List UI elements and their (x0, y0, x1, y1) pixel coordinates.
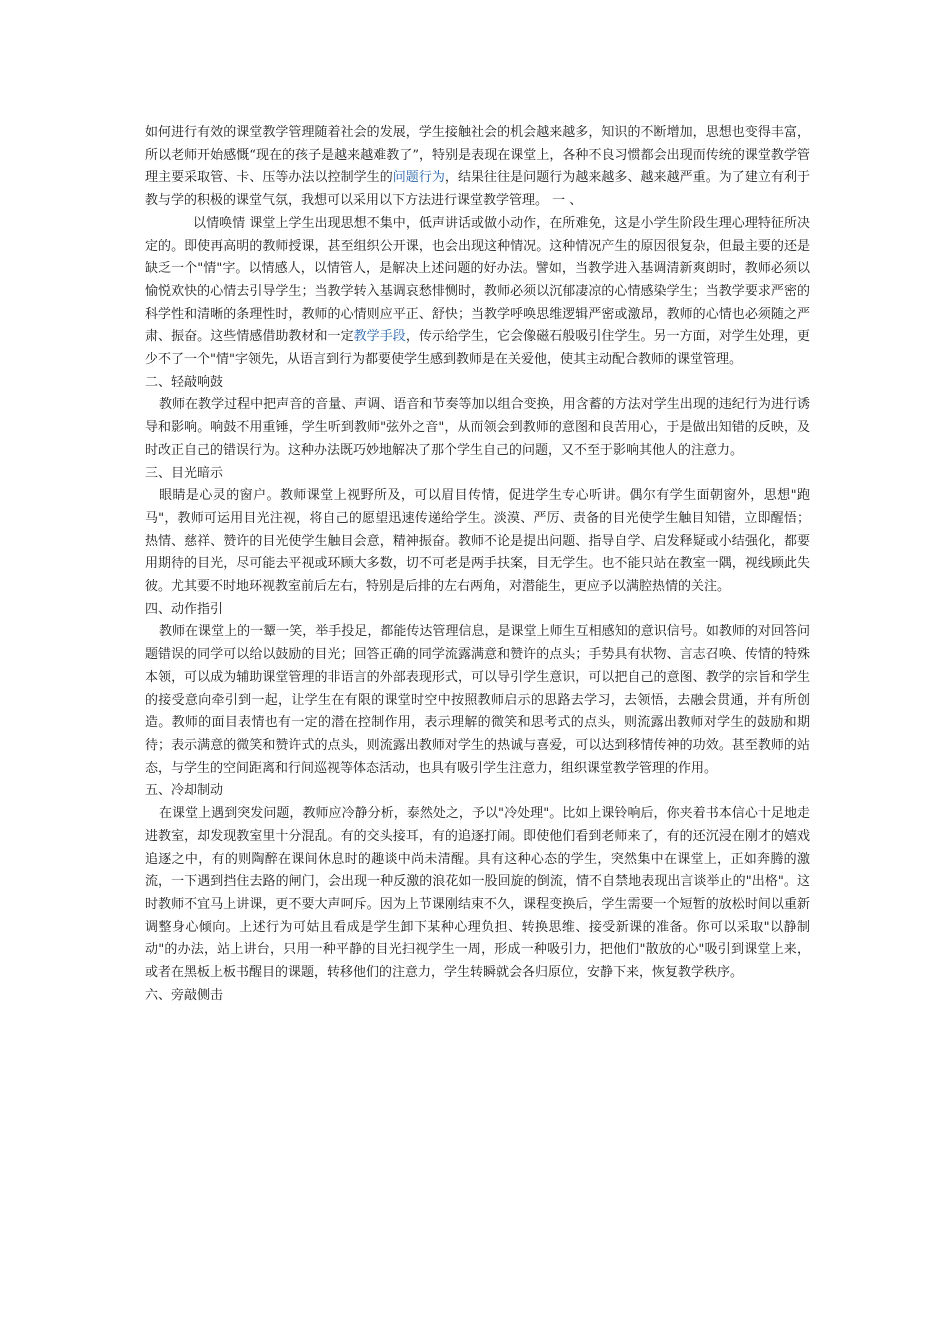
section-2-body: 教师在教学过程中把声音的音量、声调、语音和节奏等加以组合变换，用含蓄的方法对学生出现的违纪行为进行诱导和影响。响鼓不用重锤，学生听到教师"弦外之音"，从而领会到教师的意图和良苦用心，于是做出知错的反映，及时改正自己的错误行为。这种办法既巧妙地解决了那个学生自己的问题，又不至于影响其他人的注意力。 (145, 397, 810, 458)
section-2-heading: 二、轻敲响鼓 (145, 374, 224, 390)
section-5-body: 在课堂上遇到突发问题，教师应冷静分析，泰然处之，予以"冷处理"。比如上课铃响后，你夹着书本信心十足地走进教室，却发现教室里十分混乱。有的交头接耳，有的追逐打闹。即使他们看到老师来了，有的还沉浸在刚才的嬉戏追逐之中，有的则陶醉在课间休息时的趣谈中尚未清醒。具有这种心态的学生，突然集中在课堂上，正如奔腾的激流，一下遇到挡住去路的闸门，会出现一种反激的浪花如一股回旋的倒流，情不自禁地表现出言谈举止的"出格"。这时教师不宜马上讲课，更不要大声呵斥。因为上节课刚结束不久，课程变换后，学生需要一个短暂的放松时间以重新调整身心倾向。上述行为可姑且看成是学生卸下某种心理负担、转换思维、接受新课的准备。你可以采取"以静制动"的办法，站上讲台，只用一种平静的目光扫视学生一周，形成一种吸引力，把他们"散放的心"吸引到课堂上来，或者在黑板上板书醒目的课题，转移他们的注意力，学生转瞬就会各归原位，安静下来，恢复教学秩序。 (145, 806, 810, 981)
intro-text-1: 如何进行有效的课堂教学管理随着社会的发展，学生接触社会的机会越来越多，知识的不断增加，思想也变得丰富，所以老师开始感慨“现在的孩子是越来越难教了”，特别是表现在课堂上，各种不良习惯都会出现而传统的课堂教学管理主要采取管、卡、压等办法以控制学生的 (145, 125, 810, 186)
section-3-heading: 三、目光暗示 (145, 465, 224, 481)
section-4-heading: 四、动作指引 (145, 601, 224, 617)
problem-behavior-link[interactable]: 问题行为 (392, 170, 445, 186)
section-5-heading: 五、冷却制动 (145, 783, 224, 799)
teaching-means-link[interactable]: 教学手段 (353, 329, 406, 345)
section-6-heading: 六、旁敲侧击 (145, 987, 224, 1003)
section-1-paragraph (145, 213, 810, 372)
section-1-text-2: ，传示给学生，它会像磁石般吸引住学生。另一方面，对学生处理，更少不了一个"情"字领先，从语言到行为都要使学生感到教师是在关爱他，使其主动配合教师的课堂管理。 (145, 329, 810, 368)
document-body (145, 122, 810, 1007)
section-4-body: 教师在课堂上的一颦一笑，举手投足，都能传达管理信息，是课堂上师生互相感知的意识信号。如教师的对回答问题错误的同学可以给以鼓励的目光；回答正确的同学流露满意和赞许的点头；手势具有状物、言志召唤、传情的特殊本领，可以成为辅助课堂管理的非语言的外部表现形式，可以导引学生意识，可以把自己的意图、教学的宗旨和学生的接受意向牵引到一起，让学生在有限的课堂时空中按照教师启示的思路去学习，去领悟，去融会贯通，并有所创造。教师的面目表情也有一定的潜在控制作用，表示理解的微笑和思考式的点头，则流露出教师对学生的鼓励和期待；表示满意的微笑和赞许式的点头，则流露出教师对学生的热诚与喜爱，可以达到移情传神的功效。甚至教师的站态，与学生的空间距离和行间巡视等体态活动，也具有吸引学生注意力，组织课堂教学管理的作用。 (145, 624, 810, 776)
intro-paragraph (145, 122, 810, 213)
intro-text-2: ，结果往往是问题行为越来越多、越来越严重。为了建立有利于教与学的积极的课堂气氛，我想可以采用以下方法进行课堂教学管理。 一 、 (145, 170, 810, 209)
section-1-text-1: 以情唤情 课堂上学生出现思想不集中，低声讲话或做小动作，在所难免，这是小学生阶段生理心理特征所决定的。即使再高明的教师授课，甚至组织公开课，也会出现这种情况。这种情况产生的原因很复杂，但最主要的还是缺乏一个"情"字。以情感人，以情管人，是解决上述问题的好办法。譬如，当教学进入基调清新爽朗时，教师必须以愉悦欢快的心情去引导学生；当教学转入基调哀愁悱恻时，教师必须以沉郁凄凉的心情感染学生；当教学要求严密的科学性和清晰的条理性时，教师的心情则应平正、舒快；当教学呼唤思维逻辑严密或激昂，教师的心情也必须随之严肃、振奋。这些情感借助教材和一定 (145, 215, 810, 345)
section-3-body: 眼睛是心灵的窗户。教师课堂上视野所及，可以眉目传情，促进学生专心听讲。偶尔有学生面朝窗外，思想"跑马"，教师可运用目光注视，将自己的愿望迅速传递给学生。淡漠、严厉、责备的目光使学生触目知错，立即醒悟；热情、慈祥、赞许的目光使学生触目会意，精神振奋。教师不论是提出问题、指导自学、启发释疑或小结强化，都要用期待的目光，尽可能去平视或环顾大多数，切不可老是两手扶案，目无学生。也不能只站在教室一隅，视线顾此失彼。尤其要不时地环视教室前后左右，特别是后排的左右两角，对潜能生，更应予以满腔热情的关注。 (145, 488, 810, 595)
